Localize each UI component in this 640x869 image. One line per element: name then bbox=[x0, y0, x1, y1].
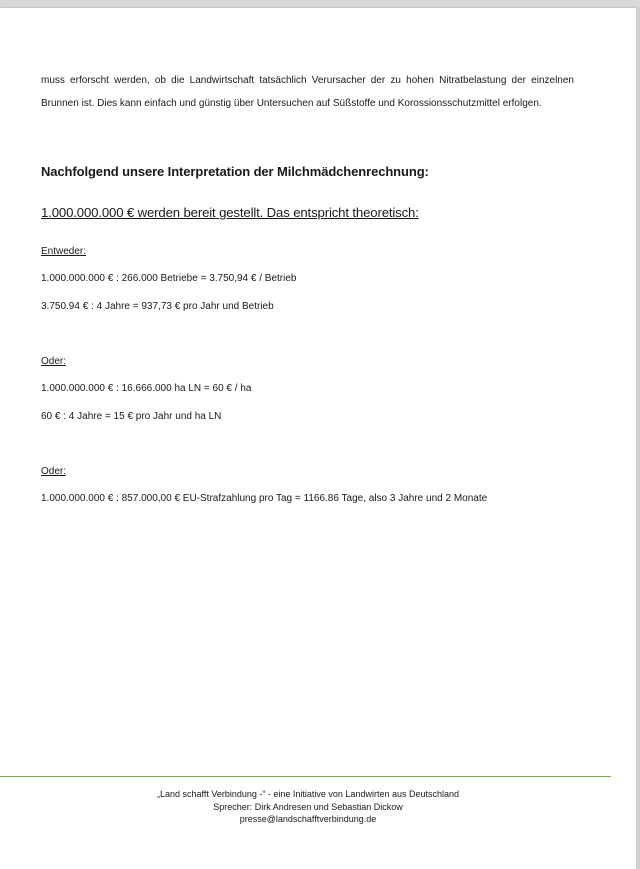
calculation-line: 1.000.000.000 € : 16.666.000 ha LN = 60 € / ha bbox=[41, 383, 252, 394]
section-label-oder: Oder: bbox=[41, 356, 67, 367]
footer-initiative-line: „Land schafft Verbindung -“ - eine Initiative von Landwirten aus Deutschland bbox=[156, 789, 460, 799]
calculation-line: 3.750.94 € : 4 Jahre = 937,73 € pro Jahr und Betrieb bbox=[41, 301, 274, 312]
calculation-line: 1.000.000.000 € : 857.000,00 € EU-Strafzahlung pro Tag = 1166.86 Tage, also 3 Jahre und 2 Monate bbox=[41, 493, 488, 504]
footer-speakers-line: Sprecher: Dirk Andresen und Sebastian Dickow bbox=[213, 801, 403, 812]
footer-email: presse@landschafftverbindung.de bbox=[239, 814, 377, 824]
calculation-line: 1.000.000.000 € : 266.000 Betriebe = 3.750,94 € / Betrieb bbox=[41, 273, 297, 284]
intro-paragraph: muss erforscht werden, ob die Landwirtschaft tatsächlich Verursacher der zu hohen Nitratbelastung der einzelnen Brunnen ist. Dies kann einfach und günstig über Untersuchen auf Süßstoffe und Korossionsschutzmittel erfolgen. bbox=[41, 75, 574, 109]
footer-divider bbox=[0, 776, 611, 777]
section-label-oder: Oder: bbox=[41, 466, 67, 477]
document-page bbox=[0, 8, 636, 869]
section-label-entweder: Entweder: bbox=[41, 246, 87, 257]
calculation-line: 60 € : 4 Jahre = 15 € pro Jahr und ha LN bbox=[41, 411, 222, 422]
page-footer bbox=[0, 788, 616, 826]
page-edge bbox=[636, 8, 640, 869]
section-subheading: 1.000.000.000 € werden bereit gestellt. Das entspricht theoretisch: bbox=[41, 205, 419, 220]
section-heading: Nachfolgend unsere Interpretation der Milchmädchenrechnung: bbox=[41, 164, 429, 179]
